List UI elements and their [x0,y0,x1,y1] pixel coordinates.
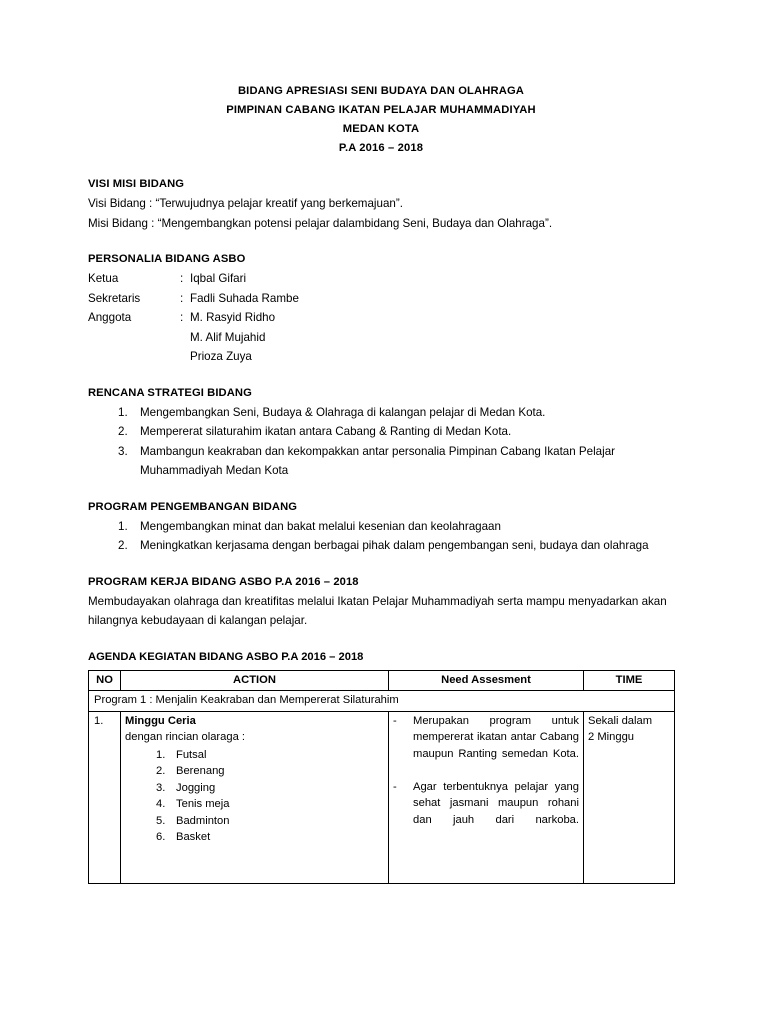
personalia-label-ketua: Ketua [88,272,119,285]
program-band-label: Program 1 : Menjalin Keakraban dan Mempererat Silaturahim [89,691,675,712]
personalia-row [88,308,674,328]
cell-time [584,711,675,883]
list-item [125,747,384,764]
header-line-bidang: BIDANG APRESIASI SENI BUDAYA DAN OLAHRAGA [237,85,525,97]
personalia-label-sekretaris: Sekretaris [88,291,141,305]
list-item-number: 5. [156,814,166,827]
personalia-heading: PERSONALIA BIDANG ASBO [88,253,246,265]
list-item [88,517,674,537]
column-header-no: NO [89,670,121,691]
list-item [125,813,384,830]
action-sport-list [125,747,384,846]
list-item-text: Basket [176,831,211,843]
list-item-number: 2. [156,765,166,777]
list-item [125,780,384,797]
time-line: 2 Minggu [588,731,635,743]
section-program-pengembangan [88,498,674,556]
list-item [88,403,674,423]
list-item [88,422,674,442]
section-agenda [88,648,674,884]
list-item-text: Meningkatkan kerjasama dengan berbagai pihak dalam pengembangan seni, budaya dan olahraga [140,539,649,552]
list-item-number: 1. [118,519,128,533]
list-item-text: Mempererat silaturahim ikatan antara Cabang & Ranting di Medan Kota. [140,425,512,438]
rencana-strategi-list [88,403,674,481]
rencana-strategi-heading: RENCANA STRATEGI BIDANG [88,386,252,399]
visi-bidang-text: Visi Bidang : “Terwujudnya pelajar kreatif yang berkemajuan”. [88,197,403,210]
program-kerja-body: Membudayakan olahraga dan kreatifitas melalui Ikatan Pelajar Muhammadiyah serta mampu menyadarkan akan hilangnya kebudayaan di kalangan pelajar. [88,594,667,627]
list-item-text: Badminton [176,814,230,827]
list-item-text: Tenis meja [176,798,230,810]
table-header-row [89,670,675,691]
agenda-heading: AGENDA KEGIATAN BIDANG ASBO P.A 2016 – 2018 [88,650,364,663]
list-item [88,442,674,481]
list-item [125,796,384,813]
program-kerja-heading: PROGRAM KERJA BIDANG ASBO P.A 2016 – 2018 [88,575,359,588]
list-item [125,763,384,780]
list-item-number: 6. [156,831,166,843]
list-item [125,829,384,846]
section-program-kerja [88,573,674,631]
section-rencana-strategi [88,384,674,481]
cell-action [121,711,389,883]
agenda-table [88,670,675,884]
list-item-text: Mambangun keakraban dan kekompakkan antar personalia Pimpinan Cabang Ikatan Pelajar Muhammadiyah Medan Kota [140,444,615,477]
header-line-periode: P.A 2016 – 2018 [338,142,424,154]
action-title: Minggu Ceria [125,714,196,727]
document-header [88,82,674,158]
cell-need-assesment [389,711,584,883]
list-item-number: 3. [118,444,128,458]
visi-misi-heading: VISI MISI BIDANG [88,178,185,190]
cell-no: 1. [89,711,121,883]
bullet-dash-icon: - [393,780,397,793]
section-visi-misi [88,175,674,233]
personalia-row [88,269,674,289]
personalia-colon: : [180,291,184,305]
column-header-time: TIME [584,670,675,691]
bullet-dash-icon: - [393,714,397,727]
program-pengembangan-list [88,517,674,556]
list-item-number: 4. [156,798,166,810]
time-line: Sekali dalam [588,714,653,727]
list-item-number: 2. [118,425,128,438]
personalia-colon: : [180,311,184,324]
need-list-item [393,713,579,779]
personalia-label-anggota: Anggota [88,311,132,324]
personalia-colon: : [180,272,184,285]
personalia-value-ketua: Iqbal Gifari [190,272,247,285]
document-content [88,82,674,884]
list-item-text: Jogging [176,781,216,794]
list-item [88,536,674,556]
list-item-text: Berenang [176,765,225,777]
personalia-value-anggota-2: M. Alif Mujahid [190,330,266,344]
personalia-value-anggota-1: M. Rasyid Ridho [190,311,276,324]
section-personalia [88,250,674,367]
list-item-number: 3. [156,781,166,794]
column-header-action: ACTION [121,670,389,691]
column-header-need: Need Assesment [389,670,584,691]
list-item-text: Mengembangkan minat dan bakat melalui kesenian dan keolahragaan [140,519,501,533]
list-item-number: 1. [118,405,128,419]
personalia-value-anggota-3: Prioza Zuya [190,350,252,363]
need-list-item-text: Merupakan program untuk mempererat ikatan antar Cabang maupun Ranting semedan Kota. [413,714,579,760]
action-subtitle: dengan rincian olaraga : [125,731,246,743]
misi-bidang-text: Misi Bidang : “Mengembangkan potensi pelajar dalambidang Seni, Budaya dan Olahraga”. [88,216,553,230]
need-list-item [393,779,579,845]
list-item-text: Futsal [176,748,207,761]
header-line-pimpinan: PIMPINAN CABANG IKATAN PELAJAR MUHAMMADIYAH [226,104,536,116]
personalia-row [88,289,674,309]
program-pengembangan-heading: PROGRAM PENGEMBANGAN BIDANG [88,500,298,513]
program-band-row [89,691,675,712]
header-line-kota: MEDAN KOTA [342,123,420,135]
list-item-number: 1. [156,748,166,761]
need-list-item-text: Agar terbentuknya pelajar yang sehat jasmani maupun rohani dan jauh dari narkoba. [413,780,579,826]
list-item-number: 2. [118,539,128,552]
table-row [89,711,675,883]
personalia-value-sekretaris: Fadli Suhada Rambe [190,291,299,305]
list-item-text: Mengembangkan Seni, Budaya & Olahraga di kalangan pelajar di Medan Kota. [140,405,546,419]
